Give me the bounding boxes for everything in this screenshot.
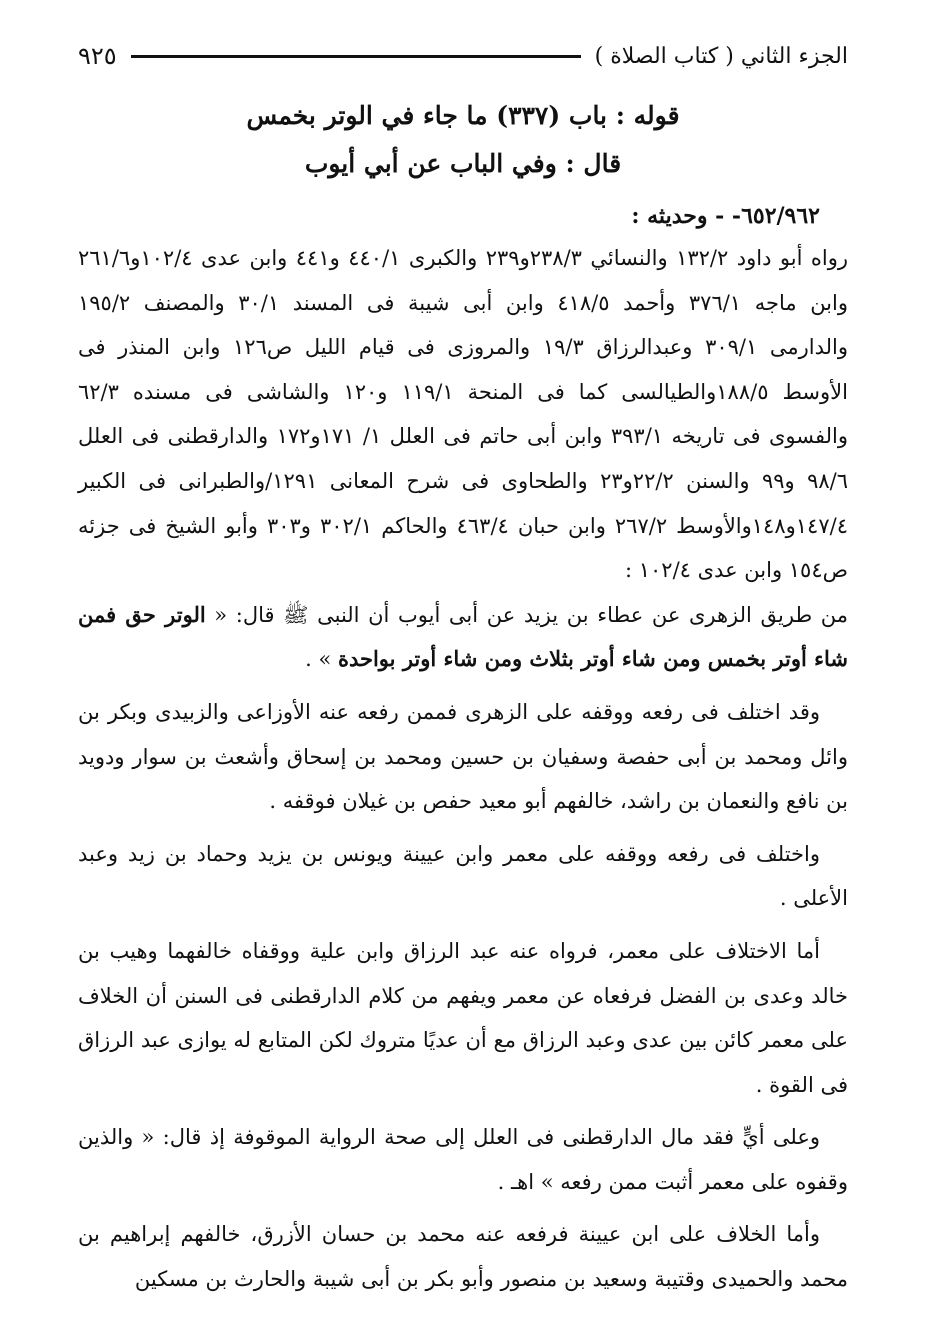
header-rule: [131, 55, 581, 58]
paragraph-sources: رواه أبو داود ١٣٢/٢ والنسائي ٢٣٨/٣و٢٣٩ والكبرى ٤٤٠/١ و٤٤١ وابن عدى ١٠٢/٤و٢٦١/٦ وابن ماجه ٣٧٦/١ وأحمد ٤١٨/٥ وابن أبى شيبة فى المسند ٣٠/١ والمصنف ١٩٥/٢ والدارمى ٣٠٩/١ وعبدالرزاق ١٩/٣ والمروزى فى قيام الليل ص١٢٦ وابن المنذر فى الأوسط ١٨٨/٥والطيالسى كما فى المنحة ١١٩/١ و١٢٠ والشاشى فى مسنده ٦٢/٣ والفسوى فى تاريخه ٣٩٣/١ وابن أبى حاتم فى العلل ١/ ١٧١و١٧٢ والدارقطنى فى العلل ٩٨/٦ و٩٩ والسنن ٢٢/٢و٢٣ والطحاوى فى شرح المعانى ١٢٩١/والطبرانى فى الكبير ١٤٧/٤و١٤٨والأوسط ٢٦٧/٢ وابن حبان ٤٦٣/٤ والحاكم ٣٠٢/١ و٣٠٣ وأبو الشيخ فى جزئه ص١٥٤ وابن عدى ١٠٢/٤ :: [78, 246, 849, 583]
hadith-quote-close: » .: [305, 647, 338, 672]
hadith-chain: من طريق الزهرى عن عطاء بن يزيد عن أبى أيوب أن النبى ﷺ قال: «: [205, 602, 848, 627]
paragraph-daraqutni-opinion: وعلى أيٍّ فقد مال الدارقطنى فى العلل إلى صحة الرواية الموقوفة إذ قال: « والذين وقفوه على معمر أثبت ممن رفعه » اهـ .: [78, 1125, 848, 1194]
page-number: ٩٢٥: [78, 42, 117, 70]
paragraph-zuhri-dispute: وقد اختلف فى رفعه ووقفه على الزهرى فممن رفعه عنه الأوزاعى والزبيدى وبكر بن وائل ومحمد بن أبى حفصة وسفيان بن حسين ومحمد بن إسحاق وأشعث بن سوار ودويد بن نافع والنعمان بن راشد، خالفهم أبو معيد حفص بن غيلان فوقفه .: [78, 699, 848, 814]
paragraph-mamar-detail: أما الاختلاف على معمر، فرواه عنه عبد الرزاق وابن علية ووقفاه خالفهما وهيب بن خالد وعدى بن الفضل فرفعاه عن معمر ويفهم من كلام الدارقطنى فى السنن أن الخلاف على معمر كائن بين عدى وعبد الرزاق مع أن عديًا متروك لكن المتابع له يوازى عبد الرزاق فى القوة .: [78, 938, 848, 1097]
hadith-quote: الوتر حق فمن شاء أوتر بخمس ومن شاء أوتر بثلاث ومن شاء أوتر بواحدة: [78, 601, 848, 672]
book-page: [78, 36, 848, 1298]
hadith-reference: ٦٥٢/٩٦٢- - وحديثه :: [631, 203, 820, 229]
chapter-title-line-1: قوله : باب (٣٣٧) ما جاء في الوتر بخمس: [246, 101, 680, 130]
running-title: الجزء الثاني ( كتاب الصلاة ): [594, 43, 848, 69]
page-header: [78, 36, 848, 76]
paragraph-ibn-uyayna-dispute: وأما الخلاف على ابن عيينة فرفعه عنه محمد بن حسان الأزرق، خالفهم إبراهيم بن محمد والحميدى وقتيبة وسعيد بن منصور وأبو بكر بن أبى شيبة والحارث بن مسكين: [78, 1222, 848, 1292]
paragraph-mamar-dispute: واختلف فى رفعه ووقفه على معمر وابن عيينة ويونس بن يزيد وحماد بن زيد وعبد الأعلى .: [78, 841, 848, 911]
chapter-title: [78, 92, 848, 188]
paragraph-hadith-text: [78, 593, 848, 682]
chapter-title-line-2: قال : وفي الباب عن أبي أيوب: [304, 149, 622, 178]
